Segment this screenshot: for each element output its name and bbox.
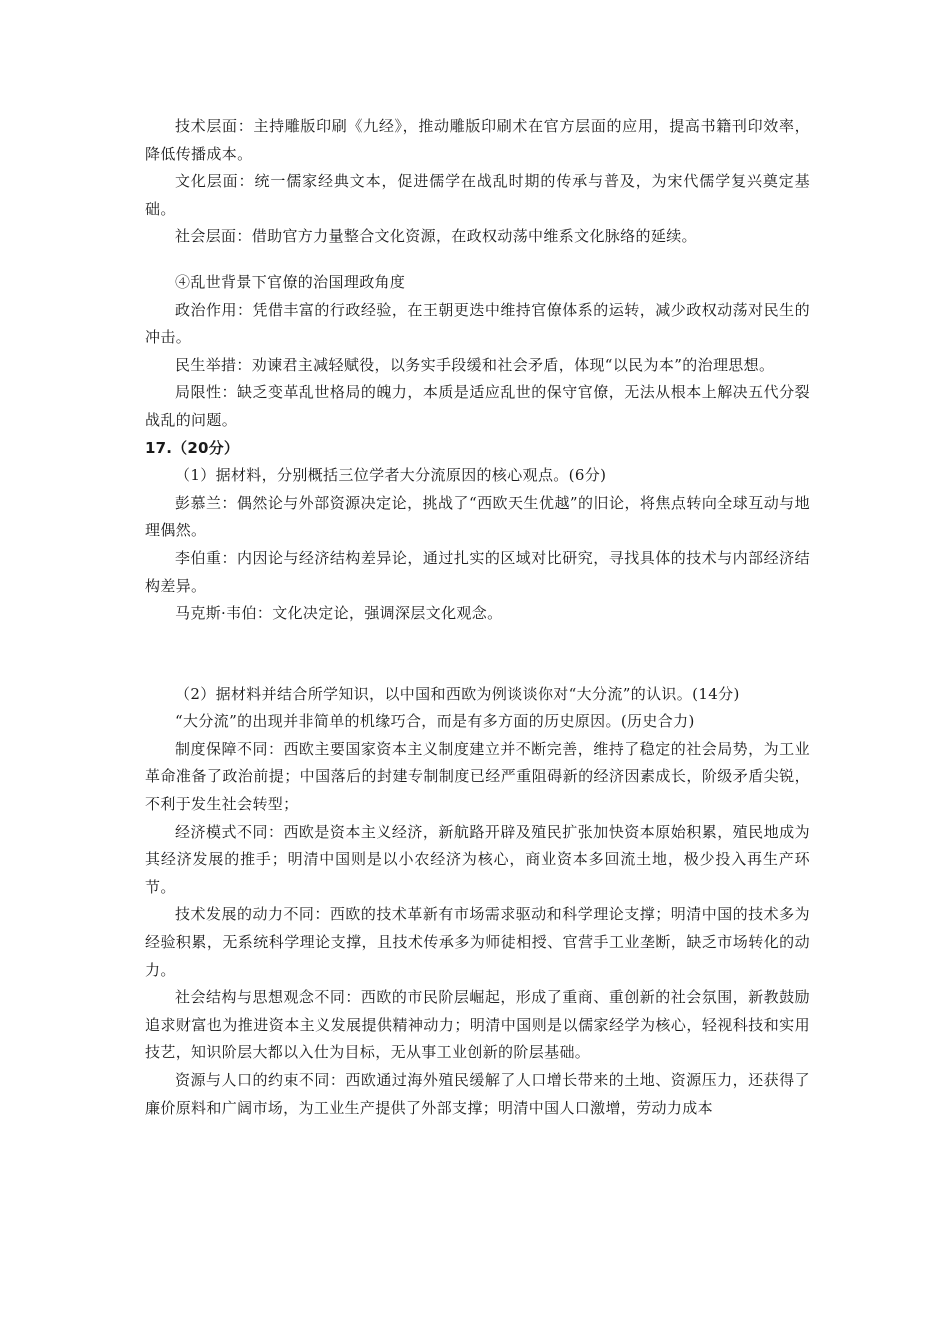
tech-level-paragraph: 技术层面：主持雕版印刷《九经》，推动雕版印刷术在官方层面的应用，提高书籍刊印效率，降低传播成本。	[145, 117, 810, 163]
resources-difference-paragraph: 资源与人口的约束不同：西欧通过海外殖民缓解了人口增长带来的土地、资源压力，还获得了廉价原料和广阔市场，为工业生产提供了外部支撑；明清中国人口激增，劳动力成本	[145, 1071, 810, 1117]
weber-view: 马克斯·韦伯：文化决定论，强调深层文化观念。	[175, 604, 503, 623]
spacer	[145, 251, 810, 269]
economy-difference-paragraph: 经济模式不同：西欧是资本主义经济，新航路开辟及殖民扩张加快资本原始积累，殖民地成为其经济发展的推手；明清中国则是以小农经济为核心，商业资本多回流土地，极少投入再生产环节。	[145, 822, 810, 896]
spacer	[145, 628, 810, 681]
political-role-paragraph: 政治作用：凭借丰富的行政经验，在王朝更迭中维持官僚体系的运转，减少政权动荡对民生的冲击。	[145, 300, 810, 347]
li-bozhong-view: 李伯重：内因论与经济结构差异论，通过扎实的区域对比研究，寻找具体的技术与内部经济结构差异。	[145, 548, 810, 595]
document-body	[145, 113, 810, 1122]
institution-difference-paragraph: 制度保障不同：西欧主要国家资本主义制度建立并不断完善，维持了稳定的社会局势，为工业革命准备了政治前提；中国落后的封建专制制度已经严重阻碍新的经济因素成长，阶级矛盾尖锐，不利于发生社会转型；	[145, 739, 810, 814]
society-level-paragraph: 社会层面：借助官方力量整合文化资源，在政权动荡中维系文化脉络的延续。	[175, 227, 697, 246]
pomeranz-view: 彭慕兰：偶然论与外部资源决定论，挑战了“西欧天生优越”的旧论，将焦点转向全球互动与地理偶然。	[145, 493, 810, 540]
culture-level-paragraph: 文化层面：统一儒家经典文本，促进儒学在战乱时期的传承与普及，为宋代儒学复兴奠定基础。	[145, 172, 810, 218]
livelihood-measures-paragraph: 民生举措：劝谏君主减轻赋役，以务实手段缓和社会矛盾，体现“以民为本”的治理思想。	[175, 355, 775, 374]
social-difference-paragraph: 社会结构与思想观念不同：西欧的市民阶层崛起，形成了重商、重创新的社会氛围，新教鼓励追求财富也为推进资本主义发展提供精神动力；明清中国则是以儒家经学为核心，轻视科技和实用技艺，知识阶层大都以入仕为目标，无从事工业创新的阶层基础。	[145, 988, 810, 1062]
part1-prompt: （1）据材料，分别概括三位学者大分流原因的核心观点。(6分)	[175, 466, 607, 485]
limitation-paragraph: 局限性：缺乏变革乱世格局的魄力，本质是适应乱世的保守官僚，无法从根本上解决五代分裂战乱的问题。	[145, 383, 810, 429]
question-17-header: 17.（20分）	[145, 438, 240, 457]
technology-difference-paragraph: 技术发展的动力不同：西欧的技术革新有市场需求驱动和科学理论支撑；明清中国的技术多为经验积累，无系统科学理论支撑，且技术传承多为师徒相授、官营手工业垄断，缺乏市场转化的动力。	[145, 905, 810, 979]
part2-intro: “大分流”的出现并非简单的机缘巧合，而是有多方面的历史原因。(历史合力)	[175, 712, 695, 731]
governance-heading: ④乱世背景下官僚的治国理政角度	[175, 272, 406, 291]
part2-prompt: （2）据材料并结合所学知识，以中国和西欧为例谈谈你对“大分流”的认识。(14分)	[175, 684, 740, 703]
